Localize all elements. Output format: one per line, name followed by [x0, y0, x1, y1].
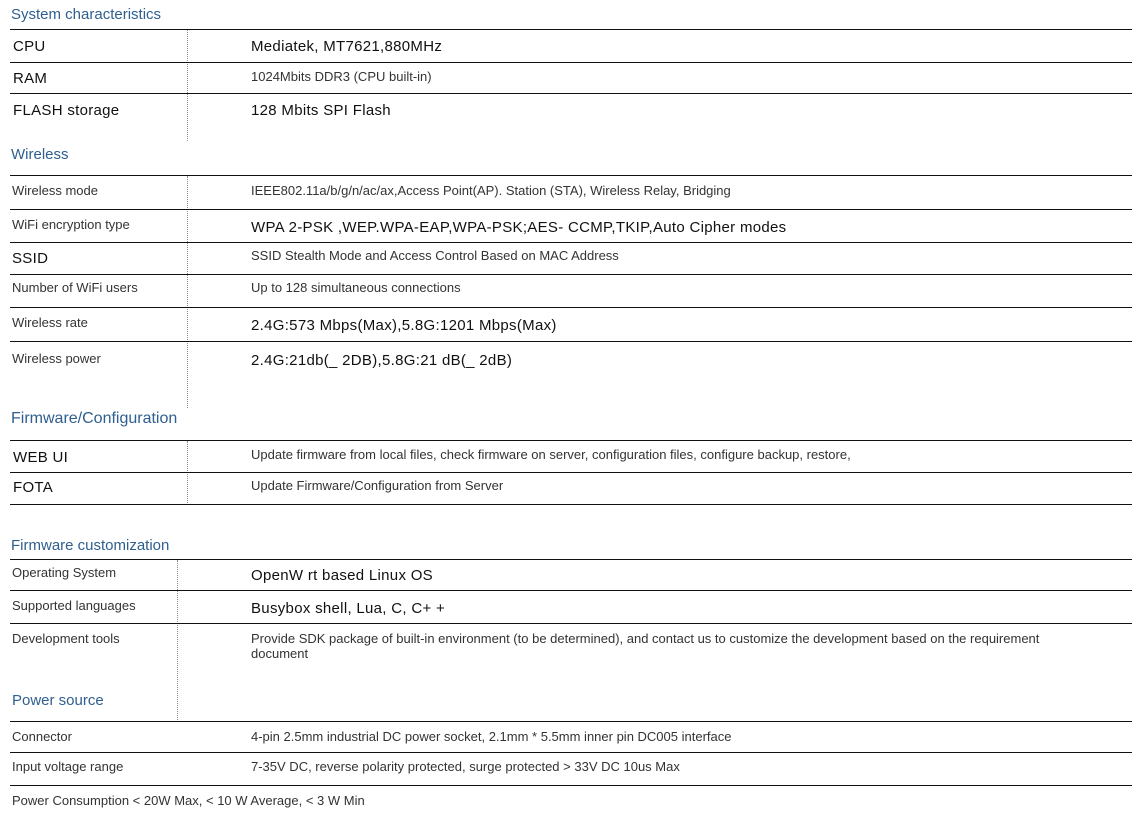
voltage-label: Input voltage range: [12, 759, 124, 774]
connector-value: 4-pin 2.5mm industrial DC power socket, 2.1mm * 5.5mm inner pin DC005 interface: [251, 729, 732, 744]
connector-label: Connector: [12, 729, 72, 744]
section-title-power-source: Power source: [12, 692, 104, 709]
divider: [10, 472, 1132, 473]
divider: [10, 242, 1132, 243]
divider: [10, 307, 1132, 308]
voltage-value: 7-35V DC, reverse polarity protected, surge protected > 33V DC 10us Max: [251, 759, 680, 774]
column-divider: [187, 30, 188, 141]
divider: [10, 175, 1132, 176]
web-ui-label: WEB UI: [13, 449, 69, 466]
divider: [10, 341, 1132, 342]
devtools-label: Development tools: [12, 631, 120, 646]
divider: [10, 209, 1132, 210]
divider: [10, 274, 1132, 275]
ssid-label: SSID: [12, 250, 49, 267]
section-title-wireless: Wireless: [11, 146, 69, 163]
os-label: Operating System: [12, 565, 117, 580]
cpu-value: Mediatek, MT7621,880MHz: [251, 38, 443, 55]
divider: [10, 590, 1132, 591]
divider: [10, 440, 1132, 441]
wireless-power-value: 2.4G:21db(_ 2DB),5.8G:21 dB(_ 2dB): [251, 352, 513, 369]
ssid-value: SSID Stealth Mode and Access Control Based on MAC Address: [251, 248, 619, 263]
ram-label: RAM: [13, 70, 48, 87]
wireless-mode-label: Wireless mode: [12, 183, 98, 198]
column-divider: [177, 560, 178, 720]
section-title-firmware-customization: Firmware customization: [11, 537, 170, 554]
cpu-label: CPU: [13, 38, 46, 55]
power-consumption: Power Consumption < 20W Max, < 10 W Average, < 3 W Min: [12, 793, 365, 808]
divider: [10, 623, 1132, 624]
languages-value: Busybox shell, Lua, C, C+ +: [251, 600, 446, 617]
divider: [10, 93, 1132, 94]
divider: [10, 752, 1132, 753]
section-title-firmware-configuration: Firmware/Configuration: [11, 410, 178, 427]
wireless-mode-value: IEEE802.11a/b/g/n/ac/ax,Access Point(AP). Station (STA), Wireless Relay, Bridging: [251, 183, 731, 198]
fota-label: FOTA: [13, 479, 54, 496]
column-divider: [187, 176, 188, 408]
divider: [10, 29, 1132, 30]
wifi-users-value: Up to 128 simultaneous connections: [251, 280, 461, 295]
devtools-value: Provide SDK package of built-in environment (to be determined), and contact us to customize the development based on the requirement document: [251, 631, 1040, 661]
web-ui-value: Update firmware from local files, check firmware on server, configuration files, configure backup, restore,: [251, 447, 851, 462]
wifi-users-label: Number of WiFi users: [12, 280, 138, 295]
divider: [10, 62, 1132, 63]
flash-value: 128 Mbits SPI Flash: [251, 102, 391, 119]
fota-value: Update Firmware/Configuration from Server: [251, 478, 504, 493]
divider: [10, 559, 1132, 560]
wireless-rate-value: 2.4G:573 Mbps(Max),5.8G:1201 Mbps(Max): [251, 317, 557, 334]
wifi-encryption-value: WPA 2-PSK ,WEP.WPA-EAP,WPA-PSK;AES- CCMP,TKIP,Auto Cipher modes: [251, 219, 787, 236]
languages-label: Supported languages: [12, 598, 136, 613]
wireless-rate-label: Wireless rate: [12, 315, 88, 330]
flash-label: FLASH storage: [13, 102, 120, 119]
section-title-system: System characteristics: [11, 6, 162, 23]
divider: [10, 785, 1132, 786]
divider: [10, 504, 1132, 505]
wireless-power-label: Wireless power: [12, 351, 101, 366]
os-value: OpenW rt based Linux OS: [251, 567, 433, 584]
wifi-encryption-label: WiFi encryption type: [12, 217, 130, 232]
ram-value: 1024Mbits DDR3 (CPU built-in): [251, 69, 432, 84]
divider: [10, 721, 1132, 722]
